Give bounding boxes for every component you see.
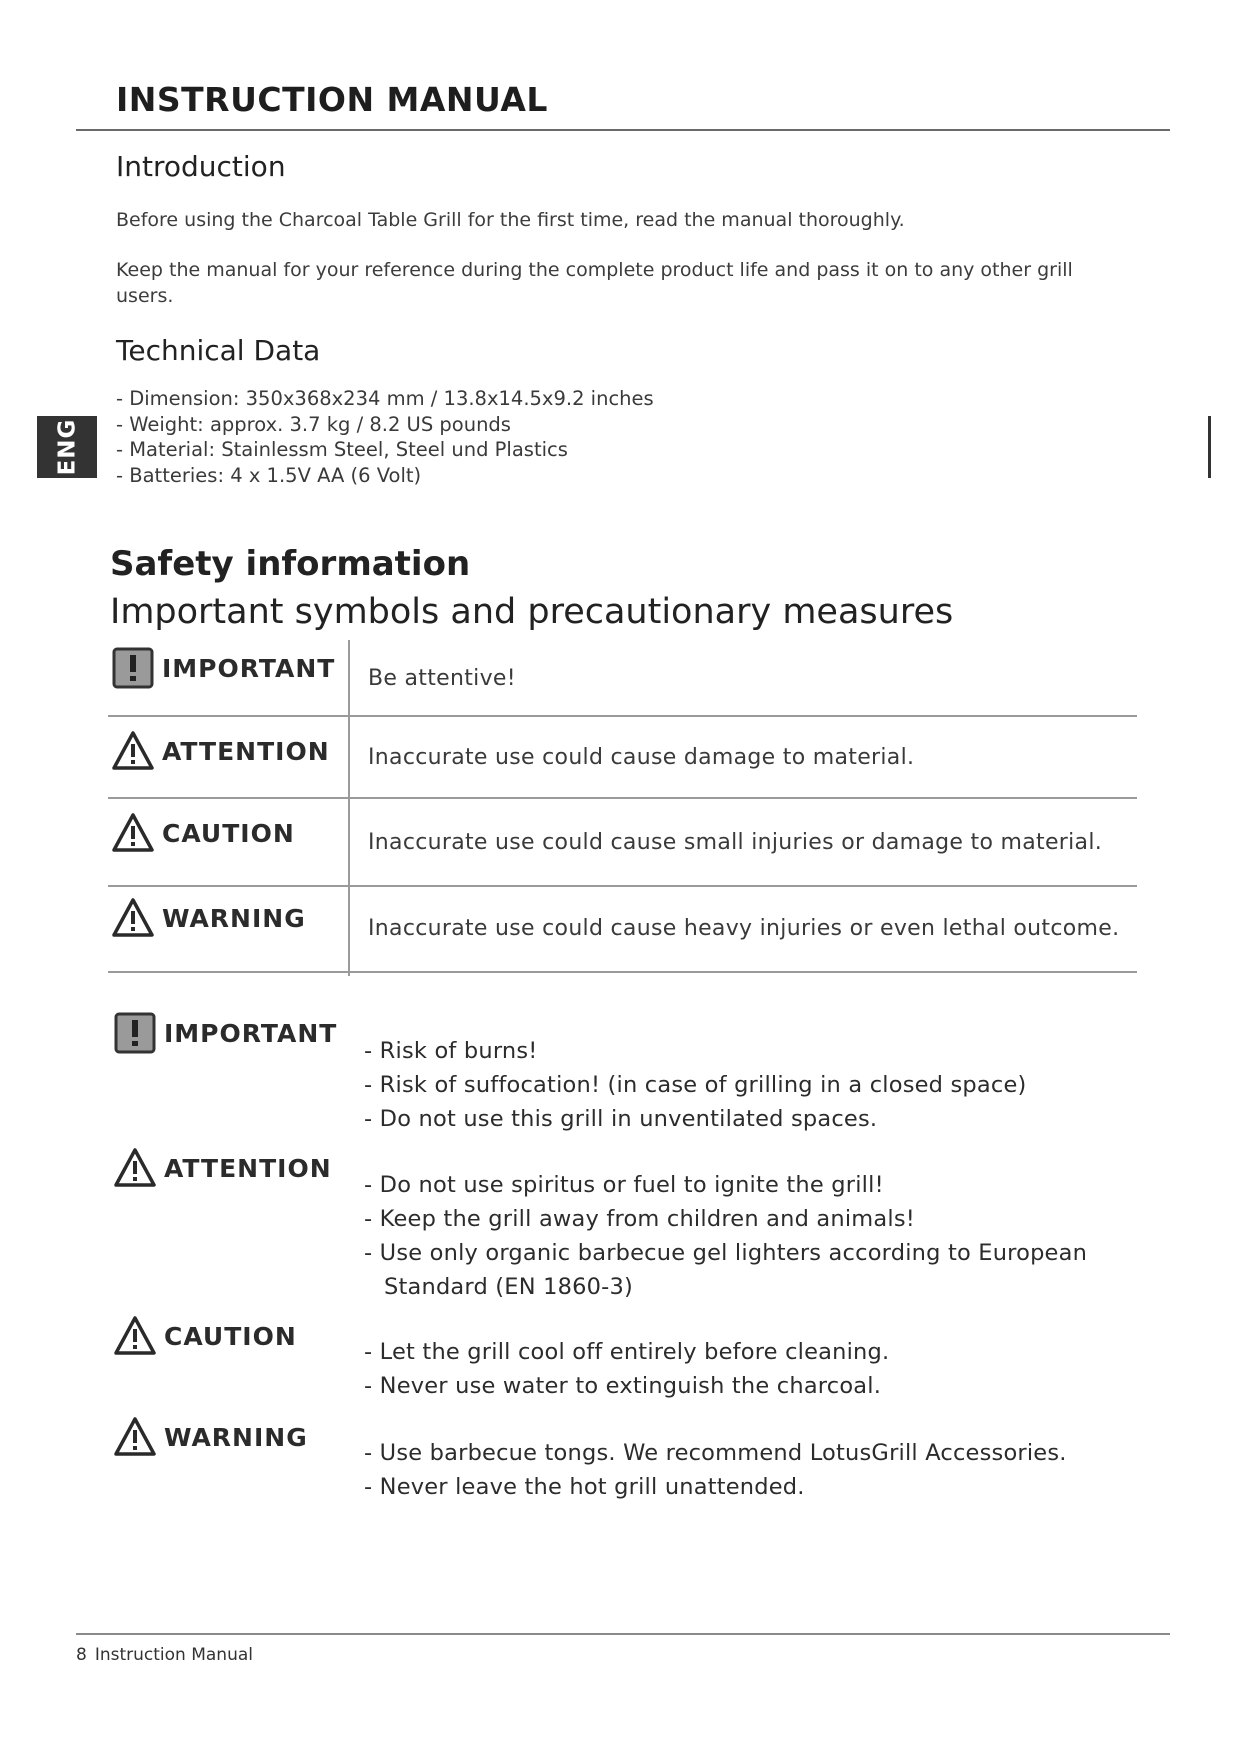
symbol-important	[112, 647, 335, 689]
technical-item-batteries: - Batteries: 4 x 1.5V AA (6 Volt)	[116, 463, 422, 487]
warning-triangle-icon	[112, 730, 154, 772]
page-number: 8	[76, 1645, 87, 1665]
measure-list-attention	[364, 1168, 1087, 1304]
exclamation-square-icon	[114, 1012, 156, 1054]
measure-label: WARNING	[164, 1422, 308, 1452]
technical-item-weight: - Weight: approx. 3.7 kg / 8.2 US pounds	[116, 412, 511, 436]
measure-caution	[114, 1315, 297, 1357]
symbol-label: WARNING	[162, 903, 306, 933]
symbols-table-rule	[108, 797, 1137, 799]
header-divider	[76, 129, 1170, 131]
symbol-warning	[112, 897, 306, 939]
measure-important	[114, 1012, 337, 1054]
safety-subtitle: Important symbols and precautionary measures	[110, 592, 954, 632]
symbol-label: IMPORTANT	[162, 653, 336, 683]
symbol-label: ATTENTION	[162, 736, 330, 766]
measure-attention	[114, 1147, 332, 1189]
page-edge-marker	[1208, 416, 1211, 478]
technical-item-dimension: - Dimension: 350x368x234 mm / 13.8x14.5x9.2 inches	[116, 387, 654, 410]
list-item: - Do not use this grill in unventilated spaces.	[364, 1106, 878, 1132]
measure-list-warning	[364, 1436, 1067, 1504]
list-item: - Let the grill cool off entirely before cleaning.	[364, 1339, 890, 1365]
symbol-caution	[112, 812, 295, 854]
symbol-description: Inaccurate use could cause damage to material.	[368, 745, 915, 770]
list-item: - Never leave the hot grill unattended.	[364, 1474, 805, 1500]
technical-data-list	[116, 386, 654, 488]
symbol-attention	[112, 730, 330, 772]
list-item: - Use only organic barbecue gel lighters according to European	[364, 1240, 1088, 1266]
symbols-table-divider	[348, 640, 350, 976]
footer-divider	[76, 1633, 1170, 1635]
warning-triangle-icon	[114, 1416, 156, 1458]
symbols-table-rule	[108, 885, 1137, 887]
symbol-description: Inaccurate use could cause small injuries or damage to material.	[368, 830, 1103, 855]
list-item: - Risk of suffocation! (in case of grilling in a closed space)	[364, 1072, 1027, 1098]
symbol-label: CAUTION	[162, 818, 295, 848]
measure-label: IMPORTANT	[164, 1018, 338, 1048]
warning-triangle-icon	[112, 812, 154, 854]
language-tab	[37, 416, 97, 478]
intro-heading: Introduction	[116, 150, 286, 183]
measure-list-caution	[364, 1335, 889, 1403]
page-title: INSTRUCTION MANUAL	[116, 80, 548, 119]
list-item: Standard (EN 1860-3)	[384, 1274, 633, 1300]
list-item: - Risk of burns!	[364, 1038, 538, 1064]
language-tab-label: ENG	[54, 418, 80, 476]
measure-list-important	[364, 1034, 1026, 1136]
list-item: - Use barbecue tongs. We recommend LotusGrill Accessories.	[364, 1440, 1067, 1466]
measure-warning	[114, 1416, 308, 1458]
list-item: - Never use water to extinguish the charcoal.	[364, 1373, 882, 1399]
list-item: - Keep the grill away from children and animals!	[364, 1206, 916, 1232]
warning-triangle-icon	[112, 897, 154, 939]
intro-paragraph-2: Keep the manual for your reference during the complete product life and pass it on to any other grill users.	[116, 259, 1073, 307]
intro-paragraph-1: Before using the Charcoal Table Grill for the first time, read the manual thoroughly.	[116, 209, 905, 231]
measure-label: ATTENTION	[164, 1153, 332, 1183]
list-item: - Do not use spiritus or fuel to ignite the grill!	[364, 1172, 884, 1198]
symbols-table-rule	[108, 971, 1137, 973]
footer-label: Instruction Manual	[94, 1645, 253, 1665]
safety-title: Safety information	[110, 544, 471, 584]
page-footer	[76, 1645, 253, 1665]
technical-heading: Technical Data	[116, 334, 321, 367]
warning-triangle-icon	[114, 1147, 156, 1189]
exclamation-square-icon	[112, 647, 154, 689]
symbols-table-rule	[108, 715, 1137, 717]
measure-label: CAUTION	[164, 1321, 297, 1351]
symbol-description: Be attentive!	[368, 666, 516, 691]
warning-triangle-icon	[114, 1315, 156, 1357]
technical-item-material: - Material: Stainlessm Steel, Steel und Plastics	[116, 438, 568, 461]
symbol-description: Inaccurate use could cause heavy injuries or even lethal outcome.	[368, 916, 1120, 941]
